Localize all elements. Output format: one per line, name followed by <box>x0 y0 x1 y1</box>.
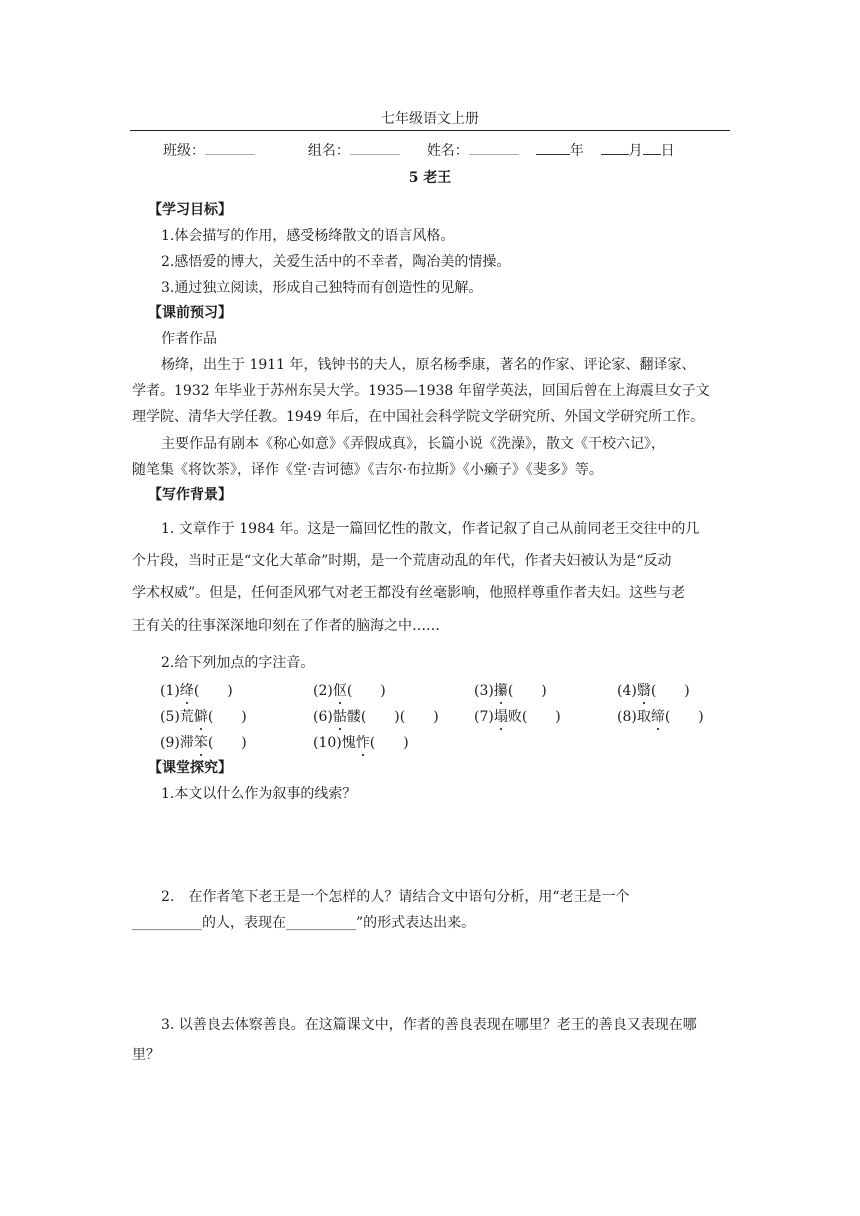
pinyin-item: (9)滞笨( ) <box>160 732 247 752</box>
lesson-title: 5 老王 <box>408 170 452 186</box>
objective-item: 2.感悟爱的博大，关爱生活中的不幸者，陶冶美的情操。 <box>161 254 511 270</box>
inquiry-heading: 【课堂探究】 <box>148 760 232 776</box>
pinyin-task: 2.给下列加点的字注音。 <box>161 655 315 671</box>
pinyin-item: (3)攥( ) <box>474 680 547 700</box>
day-label: 日 <box>660 143 675 159</box>
answer-blank[interactable]: ( ) <box>369 735 409 751</box>
answer-blank[interactable]: ( ) <box>521 709 561 725</box>
answer-blank[interactable]: ( ) <box>507 683 547 699</box>
background-line: 学术权威”。但是，任何歪风邪气对老王都没有丝毫影响，他照样尊重作者夫妇。这些与老 <box>132 585 686 601</box>
year-blank[interactable] <box>536 142 570 155</box>
header-divider <box>130 130 730 131</box>
background-line: 个片段，当时正是“文化大革命”时期，是一个荒唐动乱的年代，作者夫妇被认为是“反动 <box>132 553 672 569</box>
objectives-heading: 【学习目标】 <box>148 202 232 218</box>
month-label: 月 <box>628 143 643 159</box>
answer-blank[interactable]: ( ) <box>664 709 704 725</box>
author-bio-line: 学者。1932 年毕业于苏州东吴大学。1935—1938 年留学英法，回国后曾在上海震旦女子文 <box>132 383 710 399</box>
pinyin-item: (4)翳( ) <box>617 680 690 700</box>
year-label: 年 <box>569 143 584 159</box>
day-blank[interactable] <box>643 142 661 155</box>
answer-blank[interactable]: ( ) <box>207 735 247 751</box>
author-works-line: 主要作品有剧本《称心如意》《弄假成真》，长篇小说《洗澡》，散文《干校六记》， <box>161 436 665 452</box>
group-blank[interactable] <box>350 142 400 155</box>
objective-item: 3.通过独立阅读，形成自己独特而有创造性的见解。 <box>161 280 483 296</box>
pinyin-item: (5)荒僻( ) <box>160 706 247 726</box>
class-label: 班级： <box>163 143 205 159</box>
month-blank[interactable] <box>601 142 629 155</box>
background-heading: 【写作背景】 <box>148 487 232 503</box>
group-label: 组名： <box>307 143 350 159</box>
answer-blank[interactable]: ( ) <box>193 683 233 699</box>
author-bio-line: 杨绛，出生于 1911 年，钱钟书的夫人，原名杨季康，著名的作家、评论家、翻译家、 <box>161 357 696 373</box>
name-label: 姓名： <box>426 143 469 159</box>
page-header-title: 七年级语文上册 <box>381 111 479 127</box>
author-works-line: 随笔集《将饮茶》，译作《堂·吉诃德》《吉尔·布拉斯》《小癞子》《斐多》等。 <box>132 462 603 478</box>
background-line: 1. 文章作于 1984 年。这是一篇回忆性的散文，作者记叙了自己从前同老王交往中的几 <box>161 521 700 537</box>
class-blank[interactable] <box>205 142 255 155</box>
answer-blank[interactable]: ( ) <box>346 683 386 699</box>
student-info-line <box>163 140 675 160</box>
pinyin-item: (6)骷髅( )( ) <box>313 706 439 726</box>
author-bio-line: 理学院、清华大学任教。1949 年后，在中国社会科学院文学研究所、外国文学研究所工作。 <box>132 409 705 425</box>
pinyin-item: (10)愧怍( ) <box>313 732 409 752</box>
pinyin-item: (8)取缔( ) <box>617 706 704 726</box>
answer-blank[interactable]: __________ <box>286 915 356 931</box>
question-2-line-1: 2. 在作者笔下老王是一个怎样的人？请结合文中语句分析，用“老王是一个 <box>161 889 630 905</box>
background-line: 王有关的往事深深地印刻在了作者的脑海之中…… <box>132 618 440 634</box>
question-3-line-1: 3. 以善良去体察善良。在这篇课文中，作者的善良表现在哪里？老王的善良又表现在哪 <box>161 1017 697 1033</box>
name-blank[interactable] <box>469 142 519 155</box>
preview-subheading: 作者作品 <box>161 331 217 347</box>
answer-blank[interactable]: __________ <box>132 915 202 931</box>
question-3-line-2: 里？ <box>132 1047 160 1063</box>
answer-blank[interactable]: ( ) <box>207 709 247 725</box>
question-2-line-2: __________的人，表现在__________”的形式表达出来。 <box>132 915 476 931</box>
answer-blank[interactable]: ( )( ) <box>360 709 439 725</box>
pinyin-item: (2)伛( ) <box>313 680 386 700</box>
pinyin-item: (7)塌败( ) <box>474 706 561 726</box>
preview-heading: 【课前预习】 <box>148 305 232 321</box>
answer-blank[interactable]: ( ) <box>650 683 690 699</box>
objective-item: 1.体会描写的作用，感受杨绛散文的语言风格。 <box>161 228 455 244</box>
question-1: 1.本文以什么作为叙事的线索？ <box>161 786 357 802</box>
pinyin-item: (1)绛( ) <box>160 680 233 700</box>
